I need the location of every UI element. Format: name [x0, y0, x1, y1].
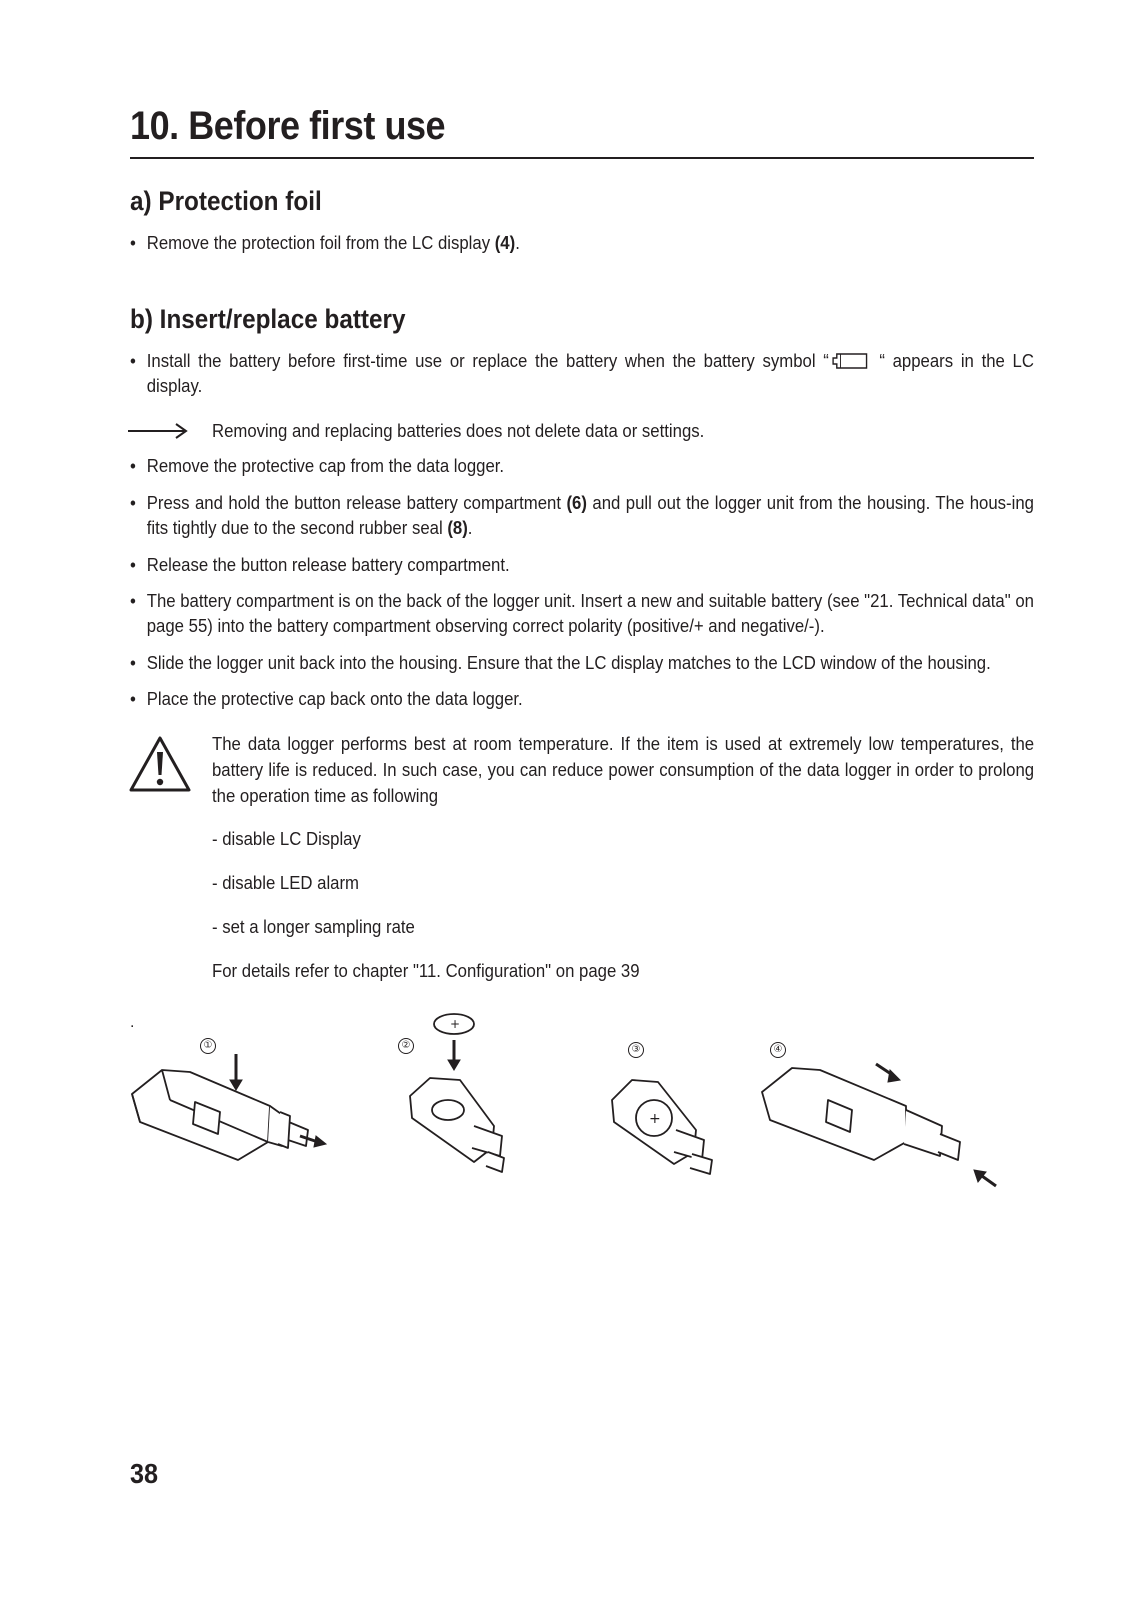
option-item: - disable LC Display — [212, 829, 361, 849]
svg-text:+: + — [649, 1111, 661, 1127]
page-title: 10. Before first use — [130, 104, 446, 148]
list-item — [130, 231, 1034, 256]
battery-replacement-illustration — [120, 1000, 1040, 1220]
reference-text: For details refer to chapter "11. Configuration" on page 39 — [212, 961, 640, 981]
list-item — [130, 651, 1034, 676]
logger-reassembled-drawing — [756, 1056, 1016, 1196]
list-item — [130, 349, 1034, 399]
list-item-text: Install the battery before first-time use or replace the battery when the battery symbol “ “ appears in the LC display. — [146, 351, 1034, 396]
step-number: ③ — [628, 1042, 644, 1058]
list-item — [130, 687, 1034, 712]
bullet: • — [130, 351, 136, 371]
warning-text: The data logger performs best at room temperature. If the item is used at extremely low temperatures, the battery life is reduced. In such case, you can reduce power consumption of the data logger in order to prolong the operation time as following — [212, 734, 1035, 806]
step-number: ① — [200, 1038, 216, 1054]
arrow-note: Removing and replacing batteries does not delete data or settings. — [212, 421, 705, 441]
list-item-text: Press and hold the button release battery compartment (6) and pull out the logger unit from the housing. The hous-ing fits tightly due to the second rubber seal (8). — [146, 493, 1034, 538]
list-item — [130, 454, 1034, 479]
bullet: • — [130, 493, 136, 513]
bullet: • — [130, 591, 136, 611]
list-item-text: Remove the protective cap from the data logger. — [146, 456, 505, 476]
list-item — [130, 491, 1034, 541]
title-rule — [130, 157, 1034, 159]
option-item: - disable LED alarm — [212, 873, 359, 893]
arrow-right-icon — [128, 422, 190, 440]
list-item-text: Release the button release battery compartment. — [146, 555, 510, 575]
logger-closed-drawing — [120, 1050, 340, 1180]
section-a-title: a) Protection foil — [130, 186, 322, 216]
battery-empty-icon — [833, 353, 868, 369]
logger-open-drawing — [390, 1006, 530, 1186]
page-number: 38 — [130, 1458, 159, 1489]
bullet: • — [130, 456, 136, 476]
step-number: ④ — [770, 1042, 786, 1058]
step-number: ② — [398, 1038, 414, 1054]
section-b-title: b) Insert/replace battery — [130, 304, 406, 334]
list-item-text: Slide the logger unit back into the housing. Ensure that the LC display matches to the LCD window of the housing. — [146, 653, 991, 673]
bullet: • — [130, 555, 136, 575]
bullet: • — [130, 689, 136, 709]
svg-text:+: + — [450, 1017, 461, 1031]
list-item-text: The battery compartment is on the back of the logger unit. Insert a new and suitable battery (see "21. Technical data" on page 55) into the battery compartment observing correct polarity (positive/+ and negative/-). — [146, 591, 1034, 636]
list-item-text: Place the protective cap back onto the data logger. — [146, 689, 523, 709]
bullet: • — [130, 233, 136, 253]
logger-battery-inserted-drawing — [608, 1060, 738, 1180]
list-item-text: Remove the protection foil from the LC display (4). — [146, 233, 520, 253]
option-item: - set a longer sampling rate — [212, 917, 415, 937]
list-item — [130, 553, 1034, 578]
warning-icon — [128, 734, 192, 794]
bullet: • — [130, 653, 136, 673]
stray-dot: . — [130, 1014, 135, 1031]
list-item — [130, 589, 1034, 639]
